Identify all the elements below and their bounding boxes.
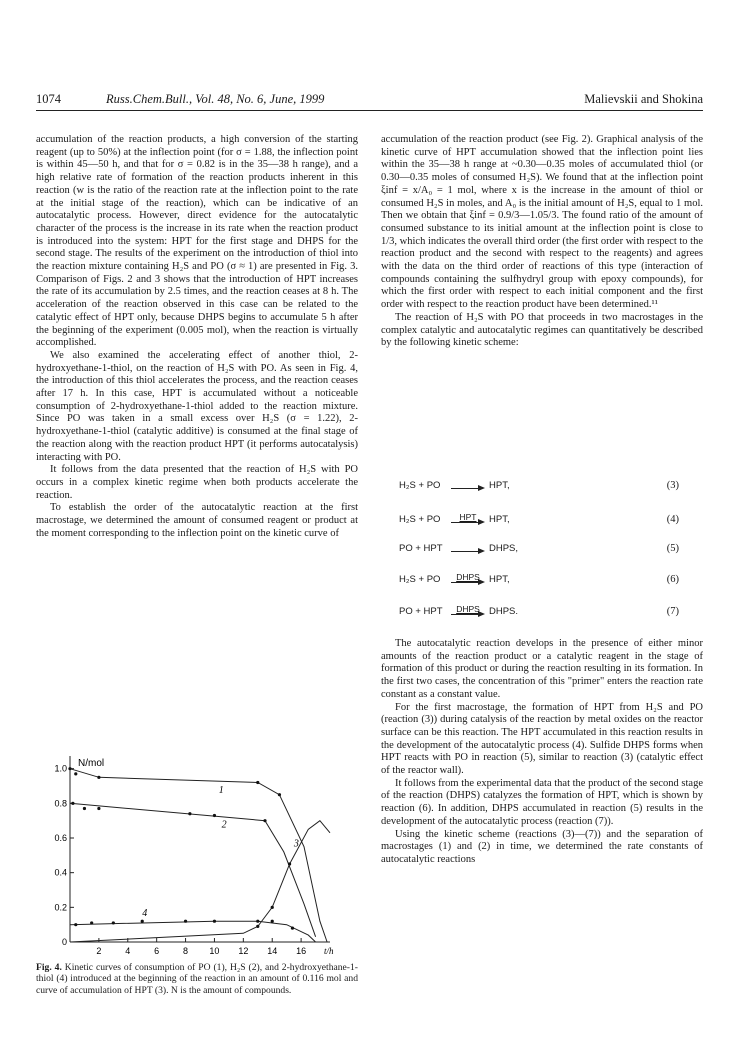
paragraph: It follows from the experimental data that the product of the second stage of the reaction (DHPS) catalyzes the formation of HPT, which is shown by reaction (6). In addition, DHPS accumulated in reaction (5) results in the development of the autocatalytic process (reaction (7)). xyxy=(381,777,703,827)
page-header xyxy=(36,92,703,108)
data-point xyxy=(263,819,266,822)
y-tick-label: 0.2 xyxy=(54,902,67,913)
y-axis-label: N/mol xyxy=(78,758,105,769)
data-point xyxy=(271,906,274,909)
x-tick-label: 10 xyxy=(209,946,220,956)
data-point xyxy=(291,927,294,930)
data-point xyxy=(112,921,115,924)
series-label-3: 3 xyxy=(293,838,299,850)
data-point xyxy=(74,772,77,775)
equation-lhs: PO + HPT xyxy=(399,543,443,554)
paragraph: The reaction of H₂S with PO that proceeds in two macrostages in the complex catalytic and autocatalytic regimes can quantitatively be described by the following kinetic scheme: xyxy=(381,311,703,349)
right-column-bottom xyxy=(381,638,703,867)
x-tick-label: 2 xyxy=(96,946,102,956)
reaction-arrow xyxy=(451,480,485,494)
page-number: 1074 xyxy=(36,92,61,106)
x-tick-label: 14 xyxy=(267,946,278,956)
paragraph: To establish the order of the autocatalytic reaction at the first macrostage, we determined the amount of consumed reagent or product at the moment corresponding to the inflection point on the kinetic curve of xyxy=(36,502,358,539)
equation-3 xyxy=(381,480,703,496)
data-point xyxy=(97,776,100,779)
data-point xyxy=(256,925,259,928)
data-point xyxy=(141,920,144,923)
header-rule xyxy=(36,110,703,111)
data-point xyxy=(288,862,291,865)
paragraph: For the first macrostage, the formation of HPT from H₂S and PO (reaction (3)) during catalysis of the reaction by metal oxides on the reactor surface can be this reaction. The HPT accumulated in this reaction results in the development of the autocatalytic process (4). Sulfide DHPS forms when HPT reacts with PO in reaction (5), similar to reaction (3) (catalytic effect of the reactor wall). xyxy=(381,701,703,777)
equation-lhs: H₂S + PO xyxy=(399,480,441,491)
data-point xyxy=(184,920,187,923)
paragraph: accumulation of the reaction product (see Fig. 2). Graphical analysis of the kinetic curve of HPT accumulation showed that the inflection point lies within the 35—38 h range at ~0.30—0.35 moles of accumulated thiol (or 0.30—0.35 moles of consumed H₂S). We found that at the inflection point ξinf = x/A₀ = 1 mol, where x is the increase in the amount of thiol or consumed H₂S in moles, and A₀ is the initial amount of H₂S, equal to 1 mol. Then we obtain that ξinf = 0.9/3—1.05/3. The found ratio of the amount of consumed substance to its initial amount at the inflection point is close to 1/3, which indicates the overall third order (the first order with respect to the reaction product and the second with respect to the reagents) and agrees with the data on the third order of reactions of this type (interaction of compounds containing the sulfhydryl group with epoxy compounds), for which the first order with respect to each initial component and the first order with respect to the reaction product have been determined.¹¹ xyxy=(381,134,703,311)
y-tick-label: 0 xyxy=(61,937,67,947)
equation-6 xyxy=(381,574,703,590)
data-point xyxy=(71,802,74,805)
reaction-arrow xyxy=(451,514,485,528)
y-tick-label: 0.4 xyxy=(54,867,67,878)
catalyst-label: DHPS xyxy=(456,572,480,582)
paragraph: The autocatalytic reaction develops in the presence of either minor amounts of the reaction product or a catalytic reagent in the stage of formation of this product or during the reaction resulting in its formation. In the first two cases, the concentration of this "primer" enters the reaction rate constant as a constant value. xyxy=(381,638,703,700)
catalyst-label: DHPS xyxy=(456,604,480,614)
equation-rhs: HPT, xyxy=(489,480,510,491)
equation-number: (3) xyxy=(666,480,679,491)
data-point xyxy=(213,920,216,923)
figure-caption xyxy=(36,962,358,996)
paragraph: We also examined the accelerating effect of another thiol, 2-hydroxyethane-1-thiol, on the reaction of H₂S with PO. As seen in Fig. 4, the introduction of this thiol accelerates the process, and the reaction ceases after 17 h. In this case, HPT is accumulated without a noticeable consumption of 2-hydroxyethane-1-thiol added to the reaction mixture. Since PO was taken in a small excess over H₂S (σ = 1.22), 2-hydroxyethane-1-thiol (catalytic additive) is consumed at the final stage of the reaction along with the reaction product HPT (it performs autocatalysis) interacting with PO. xyxy=(36,349,358,463)
equation-number: (5) xyxy=(666,543,679,554)
paragraph: It follows from the data presented that the reaction of H₂S with PO occurs in a complex kinetic regime when both products accelerate the reaction. xyxy=(36,464,358,501)
reaction-arrow xyxy=(451,606,485,620)
y-tick-label: 0.8 xyxy=(54,798,67,809)
data-point xyxy=(188,812,191,815)
data-point xyxy=(278,793,281,796)
data-point xyxy=(256,920,259,923)
data-point xyxy=(68,767,71,770)
running-authors: Malievskii and Shokina xyxy=(584,92,703,106)
data-point xyxy=(97,807,100,810)
figure-4-chart xyxy=(36,752,346,970)
equation-lhs: H₂S + PO xyxy=(399,514,441,525)
y-tick-label: 0.6 xyxy=(54,833,67,843)
x-tick-label: 12 xyxy=(238,946,249,956)
equation-rhs: DHPS, xyxy=(489,543,519,554)
data-point xyxy=(271,920,274,923)
data-point xyxy=(256,781,259,784)
series-label-2: 2 xyxy=(221,819,227,831)
equation-lhs: H₂S + PO xyxy=(399,574,441,585)
equation-lhs: PO + HPT xyxy=(399,606,443,617)
equation-rhs: HPT, xyxy=(489,514,510,525)
equation-7 xyxy=(381,606,703,622)
reaction-arrow xyxy=(451,574,485,588)
x-tick-label: 6 xyxy=(154,946,160,956)
journal-citation: Russ.Chem.Bull., Vol. 48, No. 6, June, 1999 xyxy=(106,92,325,106)
paragraph: accumulation of the reaction products, a high conversion of the starting reagent (up to 50%) at the inflection point (for σ = 1.88, the inflection point is within 45—50 h, and that for σ = 0.82 is in the 35—38 h range), and a high relative rate of formation of the reaction products inherent in this reaction (w is the ratio of the reaction rate at the inflection point to the rate at the initial stage of the reaction), which can be indicative of an autocatalytic process. However, direct evidence for the autocatalytic character of the process is the increase in its rate when the reaction product is introduced into the system: HPT for the first stage and DHPS for the second stage. The results of the experiment on the introduction of thiol into the reaction mixture containing H₂S and PO (σ ≈ 1) are presented in Fig. 3. Comparison of Figs. 2 and 3 shows that the introduction of HPT increases the rate of its accumulation by 2.5 times, and the reaction ceases at 8 h. The acceleration of the reaction observed in this case can be related to the catalytic effect of HPT only, because DHPS begins to accumulate 5 h after the beginning of the experiment (0.005 mol), when the reaction is virtually accomplished. xyxy=(36,134,358,349)
data-point xyxy=(83,807,86,810)
x-tick-label: 4 xyxy=(125,946,131,956)
equation-number: (4) xyxy=(666,514,679,525)
equation-number: (7) xyxy=(666,606,679,617)
x-tick-label: 8 xyxy=(183,946,189,956)
series-line-4 xyxy=(70,921,316,942)
right-column-top xyxy=(381,134,703,350)
catalyst-label: HPT xyxy=(459,512,477,522)
paragraph: Using the kinetic scheme (reactions (3)—(7)) and the separation of macrostages (1) and (2) in time, we determined the rate constants of autocatalytic reactions xyxy=(381,828,703,865)
series-label-4: 4 xyxy=(142,908,148,919)
equation-4 xyxy=(381,514,703,530)
equation-5 xyxy=(381,543,703,559)
data-point xyxy=(74,923,77,926)
data-point xyxy=(90,921,93,924)
equation-number: (6) xyxy=(666,574,679,585)
series-label-1: 1 xyxy=(218,784,224,796)
series-line-2 xyxy=(70,803,316,937)
left-column xyxy=(36,134,358,541)
y-tick-label: 1.0 xyxy=(54,763,67,774)
caption-text: Kinetic curves of consumption of PO (1), H₂S (2), and 2-hydroxyethane-1-thiol (4) introduced at the beginning of the reaction in an amount of 0.116 mol and curve of accumulation of HPT (3). N is the amount of compounds. xyxy=(36,962,358,996)
caption-label: Fig. 4. xyxy=(36,962,62,973)
x-axis-label: t/h xyxy=(324,946,334,956)
x-tick-label: 16 xyxy=(296,946,307,956)
series-line-1 xyxy=(70,769,327,942)
equation-rhs: DHPS. xyxy=(489,606,519,617)
data-point xyxy=(213,814,216,817)
equation-rhs: HPT, xyxy=(489,574,510,585)
reaction-arrow xyxy=(451,543,485,557)
